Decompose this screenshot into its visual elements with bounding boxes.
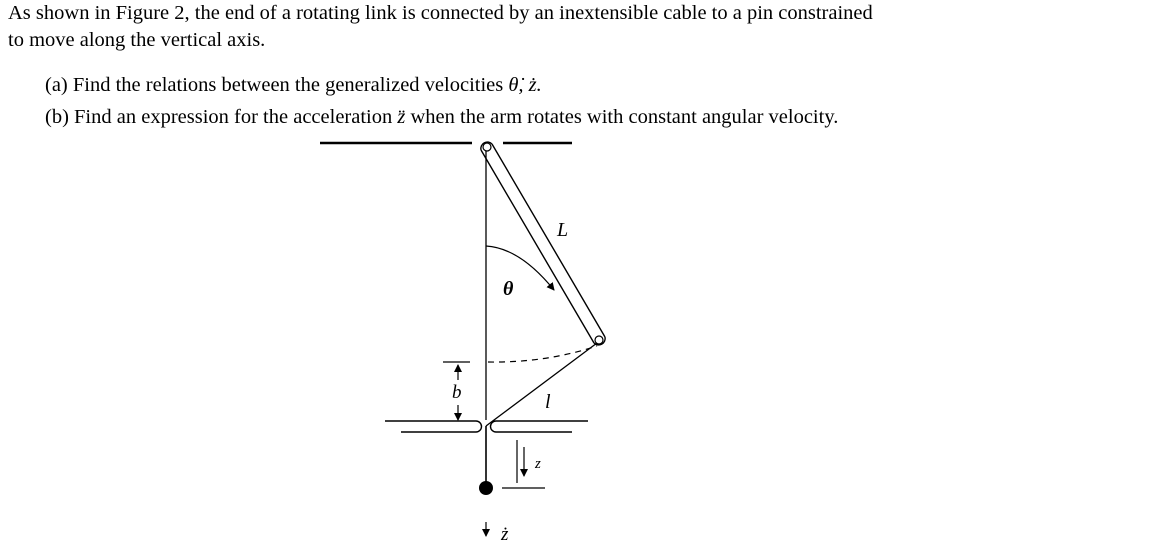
guide-left (385, 421, 482, 432)
label-z: z (535, 456, 541, 472)
cable (486, 343, 597, 426)
intro-line-2: to move along the vertical axis. (8, 29, 266, 51)
label-theta: θ (503, 278, 514, 300)
part-b-text-1: Find an expression for the acceleration (74, 106, 393, 128)
top-pivot (483, 143, 491, 151)
label-zdot: ż (501, 524, 509, 542)
theta-arc (486, 246, 554, 290)
label-L: L (557, 219, 569, 241)
label-l: l (545, 391, 551, 413)
part-a-text: Find the relations between the generalized velocities (72, 74, 504, 96)
part-b-math: z̈ (397, 106, 406, 128)
moving-pin (479, 481, 493, 495)
dashed-arc (488, 346, 597, 362)
part-b-label: (b) (45, 106, 69, 128)
label-b: b (452, 382, 462, 403)
intro-line-1: As shown in Figure 2, the end of a rotating link is connected by an inextensible cable to a pin constrained (8, 2, 873, 24)
part-a-math: θ̇, ż. (508, 74, 542, 96)
guide-right (491, 421, 588, 432)
part-a-label: (a) (45, 74, 68, 96)
part-b-text-2: when the arm rotates with constant angular velocity. (410, 106, 839, 128)
rotating-link (481, 142, 605, 345)
